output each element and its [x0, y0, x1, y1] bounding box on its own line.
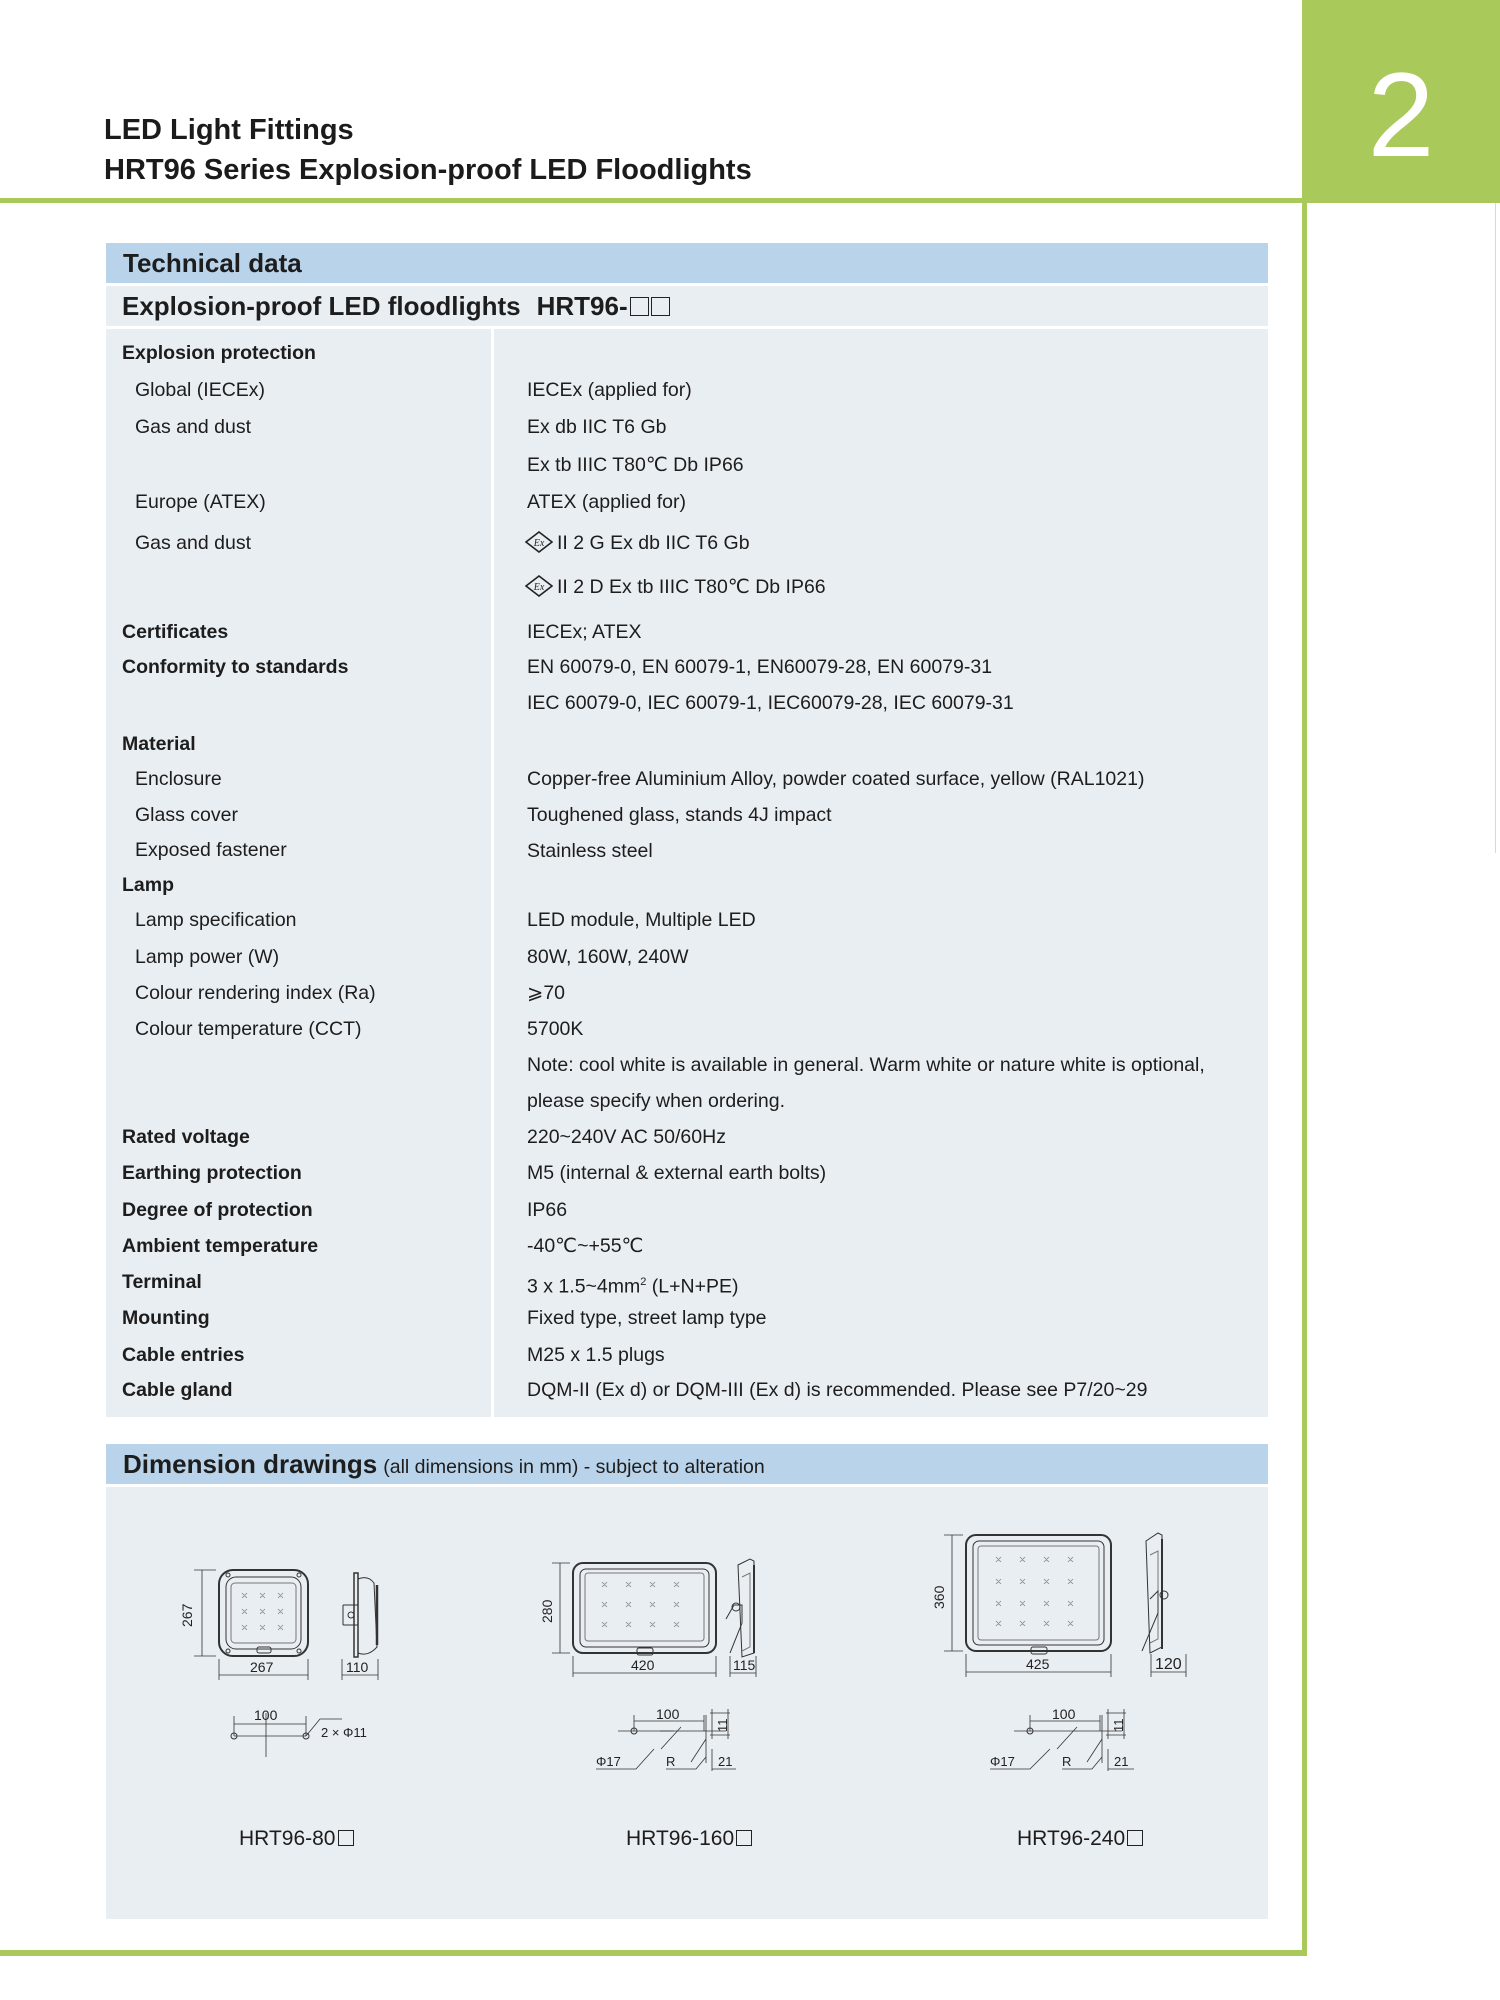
dim-label: Φ17 — [990, 1754, 1015, 1769]
value-ambient: -40℃~+55℃ — [527, 1235, 644, 1257]
label-explosion-protection: Explosion protection — [122, 342, 316, 364]
label-conformity: Conformity to standards — [122, 656, 349, 678]
value-enclosure: Copper-free Aluminium Alloy, powder coated surface, yellow (RAL1021) — [527, 768, 1145, 790]
label-glass-cover: Glass cover — [135, 804, 238, 826]
model-caption-hrt96-80: HRT96-80 — [239, 1826, 354, 1852]
label-cable-gland: Cable gland — [122, 1379, 233, 1401]
label-earthing: Earthing protection — [122, 1162, 302, 1184]
dim-label: 100 — [656, 1706, 680, 1722]
dimension-drawings — [106, 1487, 1268, 1919]
dim-label: 267 — [250, 1659, 274, 1675]
dim-label: Φ17 — [596, 1754, 621, 1769]
page-header — [0, 0, 1500, 205]
value-note-line1: Note: cool white is available in general. Warm white or nature white is optional, — [527, 1054, 1205, 1076]
dimension-subtitle: (all dimensions in mm) - subject to alteration — [383, 1456, 765, 1478]
label-rated-voltage: Rated voltage — [122, 1126, 250, 1148]
label-mounting: Mounting — [122, 1307, 210, 1329]
column-divider — [491, 329, 494, 1417]
value-global-iecex: IECEx (applied for) — [527, 379, 692, 401]
dim-label: 100 — [1052, 1706, 1076, 1722]
label-lamp-spec: Lamp specification — [135, 909, 297, 931]
model-caption-hrt96-240: HRT96-240 — [1017, 1826, 1143, 1852]
label-exposed-fastener: Exposed fastener — [135, 839, 287, 861]
value-lamp-power: 80W, 160W, 240W — [527, 946, 689, 968]
ex-mark-icon — [525, 531, 553, 553]
dim-label: 425 — [1026, 1656, 1050, 1672]
drawing-hrt96-240 — [931, 1533, 1186, 1771]
variant-box-icon — [651, 297, 670, 316]
label-certificates: Certificates — [122, 621, 229, 643]
value-conformity-iec: IEC 60079-0, IEC 60079-1, IEC60079-28, IEC 60079-31 — [527, 692, 1014, 714]
page-title — [104, 110, 752, 190]
variant-box-icon — [338, 1830, 354, 1846]
label-cct: Colour temperature (CCT) — [135, 1018, 362, 1040]
label-gas-dust: Gas and dust — [135, 532, 251, 554]
dimension-drawings-heading — [106, 1444, 1268, 1484]
dim-label: 100 — [254, 1707, 278, 1723]
value-atex-gas: Ex II 2 G Ex db IIC T6 Gb — [525, 531, 750, 555]
value-mounting: Fixed type, street lamp type — [527, 1307, 767, 1329]
dim-label: R — [666, 1754, 676, 1769]
value-cri: ⩾70 — [527, 982, 566, 1004]
page-edge — [1495, 203, 1496, 853]
svg-text:Ex: Ex — [533, 538, 545, 549]
value-degree: IP66 — [527, 1199, 568, 1221]
model-code: HRT96- — [537, 291, 670, 321]
value-conformity-en: EN 60079-0, EN 60079-1, EN60079-28, EN 60079-31 — [527, 656, 993, 678]
label-europe-atex: Europe (ATEX) — [135, 491, 266, 513]
value-exposed-fastener: Stainless steel — [527, 840, 653, 862]
category-title: LED Light Fittings — [104, 114, 354, 146]
dim-label: 110 — [346, 1659, 369, 1675]
label-cri: Colour rendering index (Ra) — [135, 982, 376, 1004]
dim-label: 2 × Φ11 — [321, 1725, 367, 1740]
page-border-bottom — [0, 1950, 1307, 1956]
dimension-title: Dimension drawings — [123, 1449, 378, 1479]
dimension-drawings-panel — [106, 1487, 1268, 1919]
variant-box-icon — [736, 1830, 752, 1846]
product-heading — [106, 286, 1268, 326]
dim-label: 11 — [715, 1718, 730, 1732]
dim-label: 267 — [179, 1603, 195, 1627]
dim-label: 115 — [733, 1657, 756, 1673]
label-enclosure: Enclosure — [135, 768, 222, 790]
dim-label: 11 — [1111, 1718, 1126, 1732]
series-title: HRT96 Series Explosion-proof LED Floodlights — [104, 154, 752, 186]
label-lamp-power: Lamp power (W) — [135, 946, 280, 968]
label-material: Material — [122, 733, 196, 755]
drawing-hrt96-160 — [539, 1559, 756, 1771]
variant-box-icon — [630, 297, 649, 316]
dim-label: 21 — [1114, 1754, 1129, 1769]
chapter-tab — [1302, 0, 1500, 203]
dim-label: 280 — [539, 1599, 555, 1623]
model-caption-hrt96-160: HRT96-160 — [626, 1826, 752, 1852]
chapter-number: 2 — [1367, 48, 1435, 182]
label-terminal: Terminal — [122, 1271, 202, 1293]
technical-data-heading: Technical data — [106, 243, 1268, 283]
label-degree: Degree of protection — [122, 1199, 313, 1221]
value-iecex-dust: Ex tb IIIC T80℃ Db IP66 — [527, 454, 744, 476]
value-certificates: IECEx; ATEX — [527, 621, 642, 643]
value-earthing: M5 (internal & external earth bolts) — [527, 1162, 827, 1184]
label-lamp: Lamp — [122, 874, 175, 896]
value-glass-cover: Toughened glass, stands 4J impact — [527, 804, 832, 826]
value-cable-gland: DQM-II (Ex d) or DQM-III (Ex d) is recommended. Please see P7/20~29 — [527, 1379, 1148, 1401]
product-title: Explosion-proof LED floodlights — [122, 291, 521, 321]
svg-text:Ex: Ex — [533, 582, 545, 593]
dim-label: 21 — [718, 1754, 733, 1769]
value-cct: 5700K — [527, 1018, 584, 1040]
value-note-line2: please specify when ordering. — [527, 1090, 785, 1112]
dim-label: 120 — [1155, 1656, 1182, 1673]
page-border-right — [1302, 203, 1307, 1955]
label-gas-dust: Gas and dust — [135, 416, 251, 438]
value-rated-voltage: 220~240V AC 50/60Hz — [527, 1126, 726, 1148]
dim-label: 420 — [631, 1657, 655, 1673]
drawing-hrt96-80 — [179, 1570, 378, 1757]
value-europe-atex: ATEX (applied for) — [527, 491, 686, 513]
technical-data-table — [106, 329, 1268, 1417]
label-cable-entries: Cable entries — [122, 1344, 245, 1366]
variant-box-icon — [1127, 1830, 1143, 1846]
header-rule — [0, 198, 1500, 203]
value-terminal: 3 x $1.5\sim 4mm^2$ (L+N+PE) — [527, 1275, 739, 1298]
dim-label: 360 — [931, 1585, 947, 1609]
dim-label: R — [1062, 1754, 1072, 1769]
label-ambient: Ambient temperature — [122, 1235, 319, 1257]
value-atex-dust: Ex II 2 D Ex tb IIIC T80℃ Db IP66 — [525, 575, 826, 599]
value-iecex-gas: Ex db IIC T6 Gb — [527, 416, 667, 438]
value-lamp-spec: LED module, Multiple LED — [527, 909, 756, 931]
value-cable-entries: M25 x 1.5 plugs — [527, 1344, 665, 1366]
label-global-iecex: Global (IECEx) — [135, 379, 266, 401]
ex-mark-icon — [525, 575, 553, 597]
